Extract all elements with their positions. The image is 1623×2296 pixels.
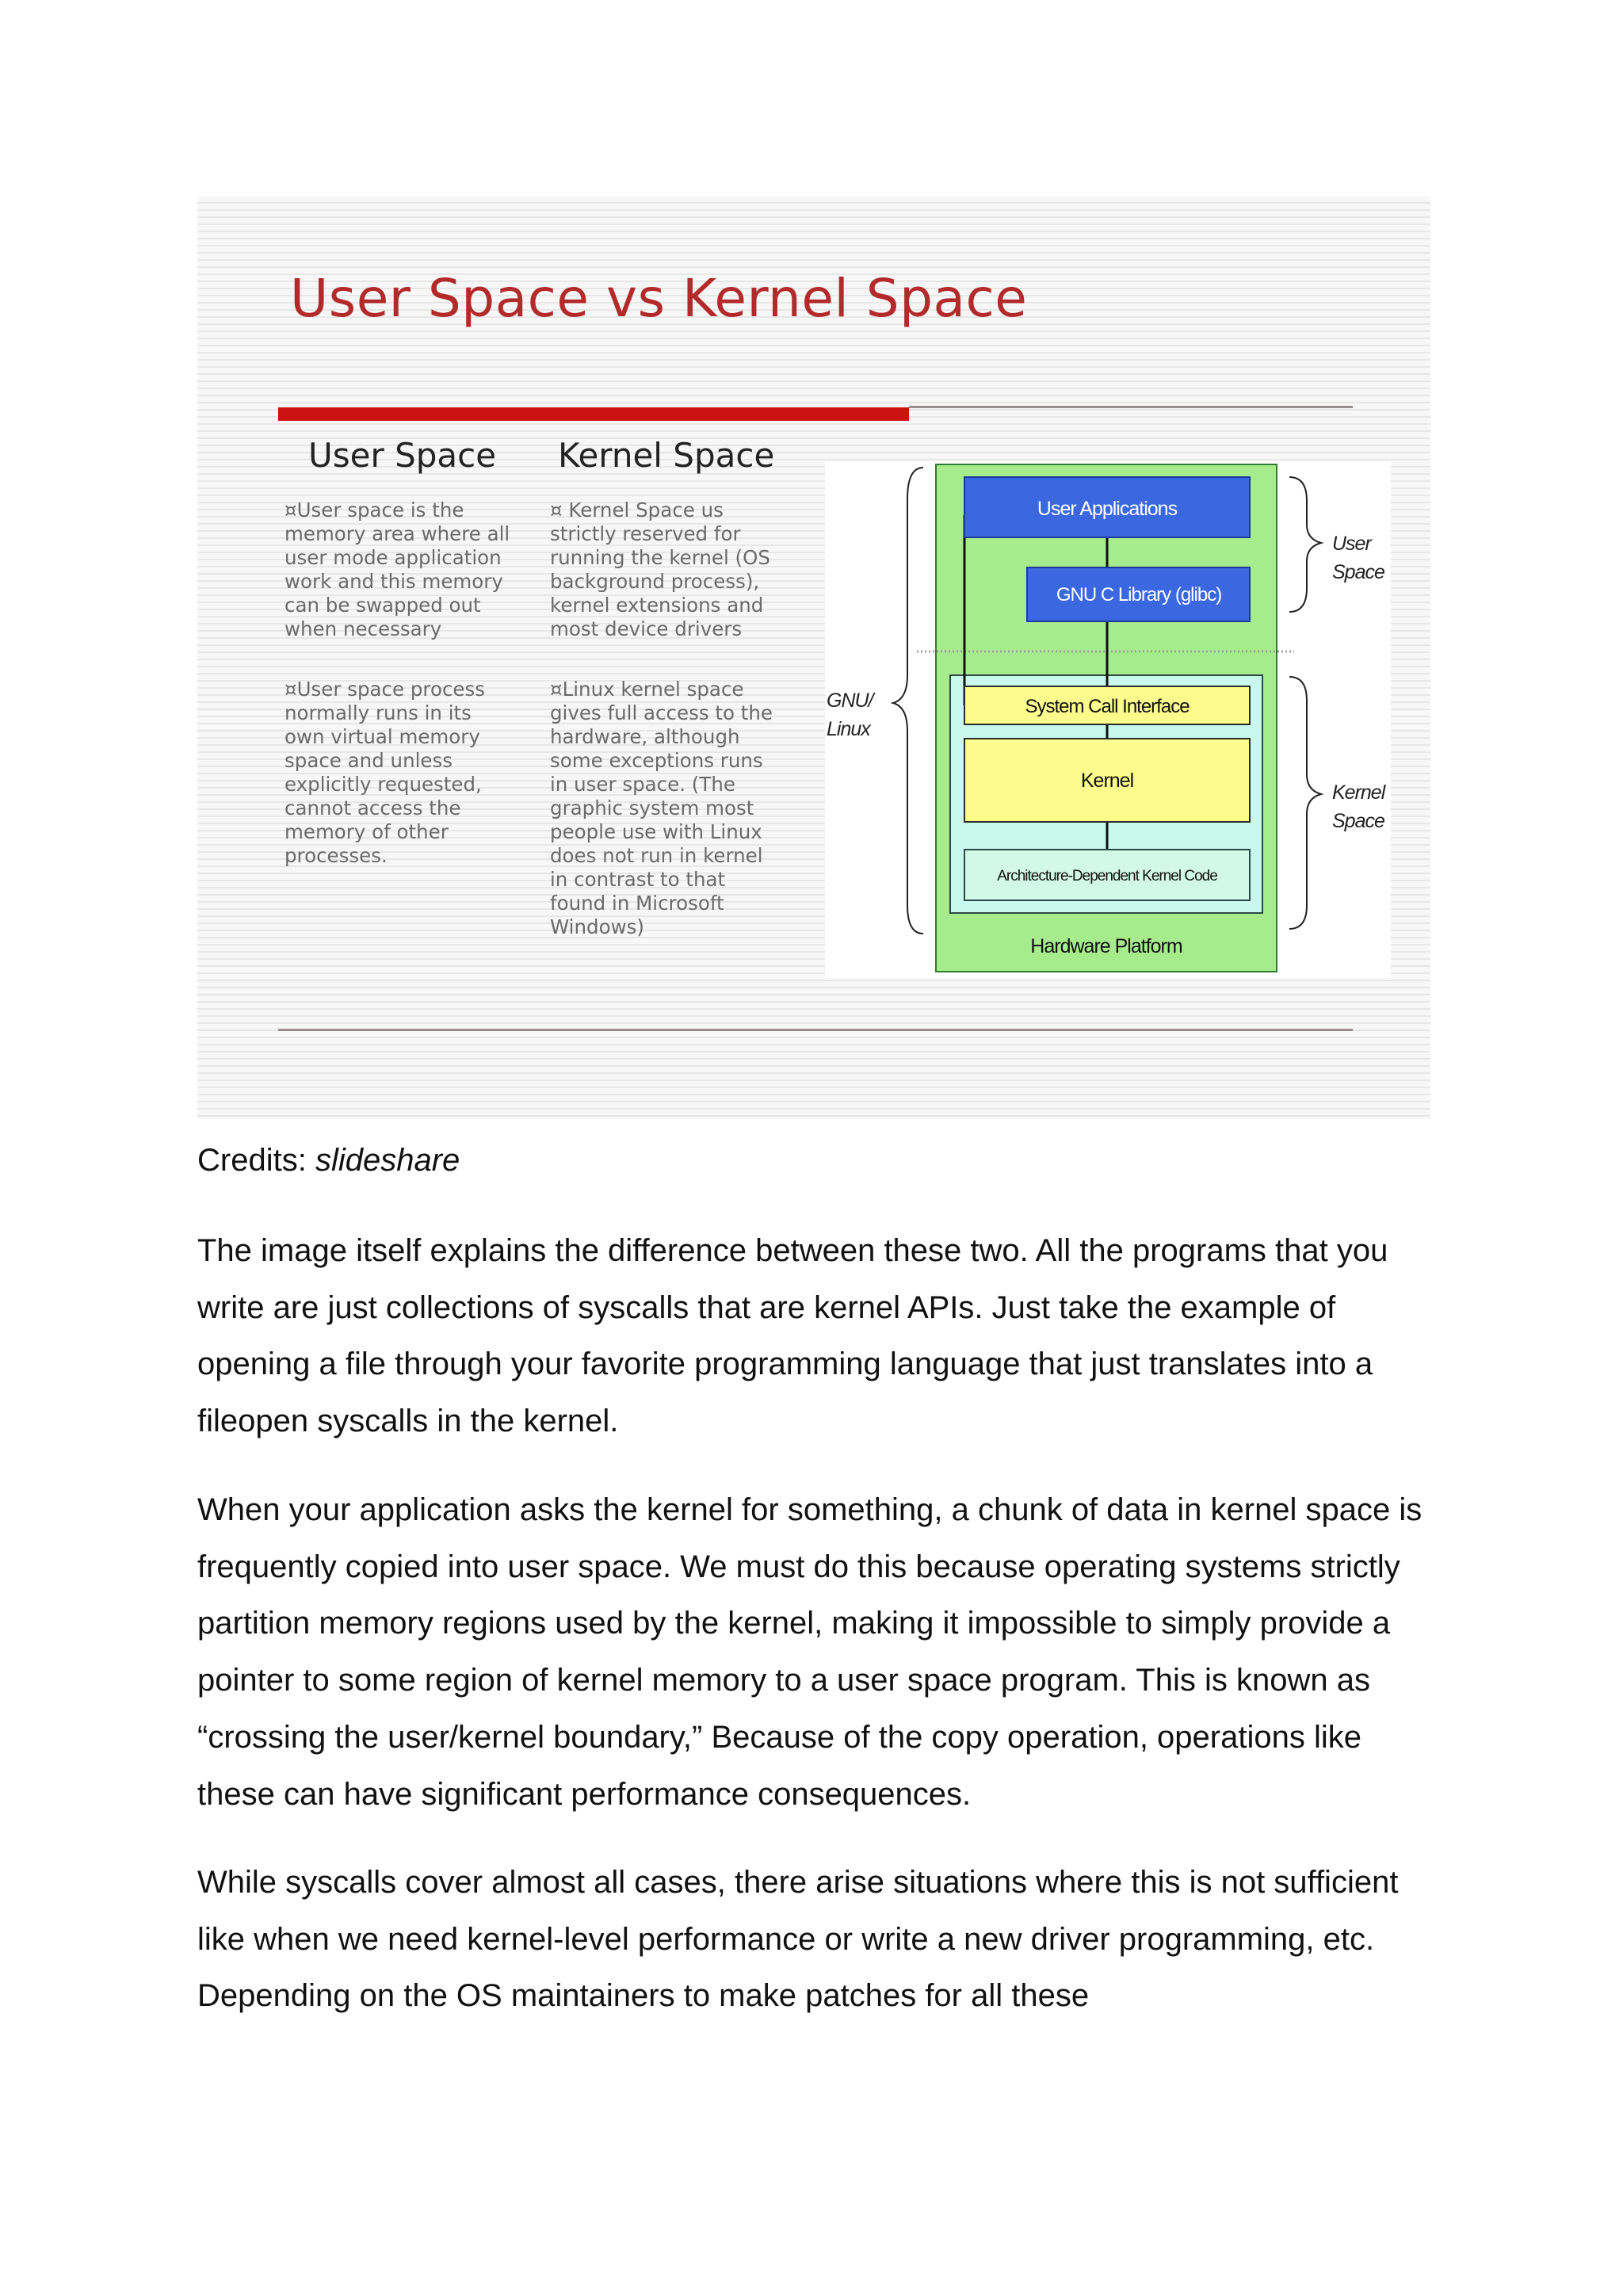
credits-label: Credits: <box>197 1143 307 1178</box>
slide-title: User Space vs Kernel Space <box>290 268 1028 329</box>
kernel-space-point-1: ¤ Kernel Space us strictly reserved for running the kernel (OS background process), kernel extensions and most device drivers <box>550 499 770 640</box>
system-call-interface-label: System Call Interface <box>1025 696 1190 717</box>
kernel-label: Kernel <box>1080 770 1134 792</box>
user-space-point-2: ¤User space process normally runs in its own virtual memory space and unless explicitly requested, cannot access the memory of other processes. <box>285 678 486 867</box>
body-paragraph-1: The image itself explains the difference between these two. All the programs that you write are just collections of syscalls that are kernel APIs. Just take the example of opening a file through your favorite programming language that just translates into a fileopen syscalls in the kernel. <box>197 1233 1388 1439</box>
credits-source: slideshare <box>315 1143 460 1178</box>
kernel-space-label: Kernel Space <box>1332 781 1385 832</box>
gnu-linux-label: GNU/ Linux <box>827 690 873 740</box>
glibc-label: GNU C Library (glibc) <box>1056 584 1222 606</box>
user-space-heading: User Space <box>308 436 497 475</box>
slide-footer-line <box>278 1029 1353 1031</box>
diagram-graphic <box>825 461 1391 978</box>
gnu-linux-brace <box>893 468 923 934</box>
image-credits <box>197 1140 460 1180</box>
body-paragraph-3: While syscalls cover almost all cases, there arise situations where this is not sufficient like when we need kernel-level performance or write a new driver programming, etc. Depending on the OS maintainers to make patches for all these <box>197 1865 1399 2014</box>
hardware-platform-label: Hardware Platform <box>1030 935 1182 957</box>
slide-image <box>197 197 1430 1119</box>
user-space-point-1: ¤User space is the memory area where all user mode application work and this memory can be swapped out when necessary <box>285 499 510 640</box>
user-applications-label: User Applications <box>1037 498 1178 520</box>
body-paragraph-2: When your application asks the kernel for something, a chunk of data in kernel space is frequently copied into user space. We must do this because operating systems strictly partition memory regions used by the kernel, making it impossible to simply provide a pointer to some region of kernel memory to a user space program. This is known as “crossing the user/kernel boundary,” Because of the copy operation, operations like these can have significant performance consequences. <box>197 1492 1423 1812</box>
kernel-space-point-2: ¤Linux kernel space gives full access to the hardware, although some exceptions runs in user space. (The graphic system most people use with Linux does not run in kernel in contrast to that found in Microsoft Windows) <box>550 678 773 938</box>
title-divider-line <box>909 406 1353 408</box>
user-space-brace <box>1289 477 1321 612</box>
title-accent-bar <box>278 407 909 421</box>
linux-architecture-diagram <box>825 461 1391 978</box>
kernel-space-heading: Kernel Space <box>558 436 775 475</box>
kernel-space-brace <box>1289 677 1321 929</box>
arch-kernel-code-label: Architecture-Dependent Kernel Code <box>997 868 1217 884</box>
user-space-label: User Space <box>1332 533 1384 583</box>
